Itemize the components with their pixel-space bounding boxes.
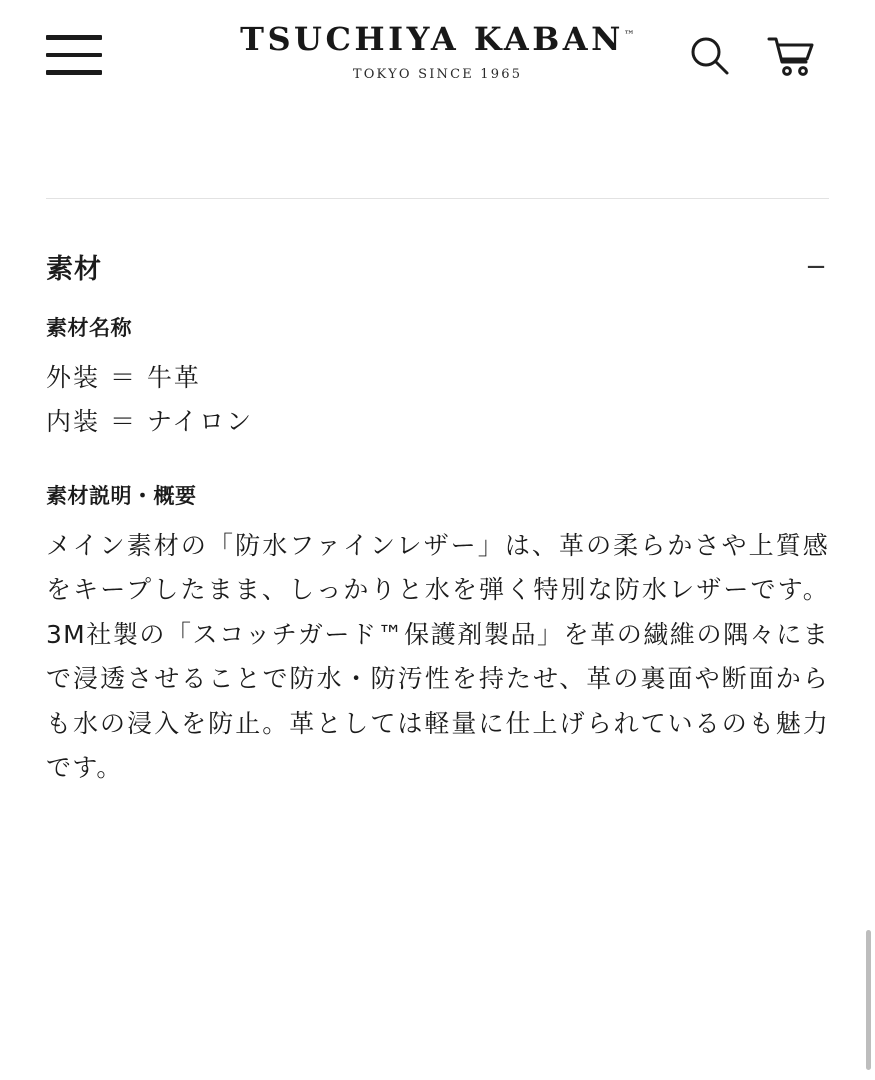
accordion-header-material[interactable] xyxy=(46,199,829,312)
material-accordion xyxy=(0,199,875,791)
accordion-title: 素材 xyxy=(46,254,102,285)
cart-icon xyxy=(766,31,816,79)
material-name-label: 素材名称 xyxy=(46,316,132,340)
material-description-text: メイン素材の「防水ファインレザー」は、革の柔らかさや上質感をキープしたまま、しっかりと水を弾く特別な防水レザーです。3M社製の「スコッチガード™保護剤製品」を革の繊維の隅々にまで浸透させることで防水・防汚性を持たせ、革の裏面や断面からも水の浸入を防止。革としては軽量に仕上げられているのも魅力です。 xyxy=(46,530,829,782)
brand-tagline: TOKYO SINCE 1965 xyxy=(352,67,523,82)
spacer xyxy=(46,444,829,480)
menu-icon-bar xyxy=(46,53,102,58)
page-scrollbar[interactable] xyxy=(866,930,871,1070)
brand-name xyxy=(240,20,635,58)
material-line-outer: 外装 ＝ 牛革 xyxy=(46,363,201,392)
header-actions xyxy=(683,29,835,81)
accordion-body-material xyxy=(46,312,829,791)
search-icon xyxy=(685,31,733,79)
menu-icon-bar xyxy=(46,35,102,40)
material-description-label: 素材説明・概要 xyxy=(46,483,197,508)
search-button[interactable] xyxy=(683,29,735,81)
material-line-inner: 内装 ＝ ナイロン xyxy=(46,406,254,436)
site-header xyxy=(0,0,875,110)
menu-icon[interactable] xyxy=(46,35,102,75)
cart-button[interactable] xyxy=(765,29,817,81)
minus-icon[interactable]: − xyxy=(805,251,827,282)
trademark-icon: ™ xyxy=(623,28,635,42)
menu-icon-bar xyxy=(46,70,102,75)
brand-name-text: TSUCHIYA KABAN xyxy=(240,20,624,58)
